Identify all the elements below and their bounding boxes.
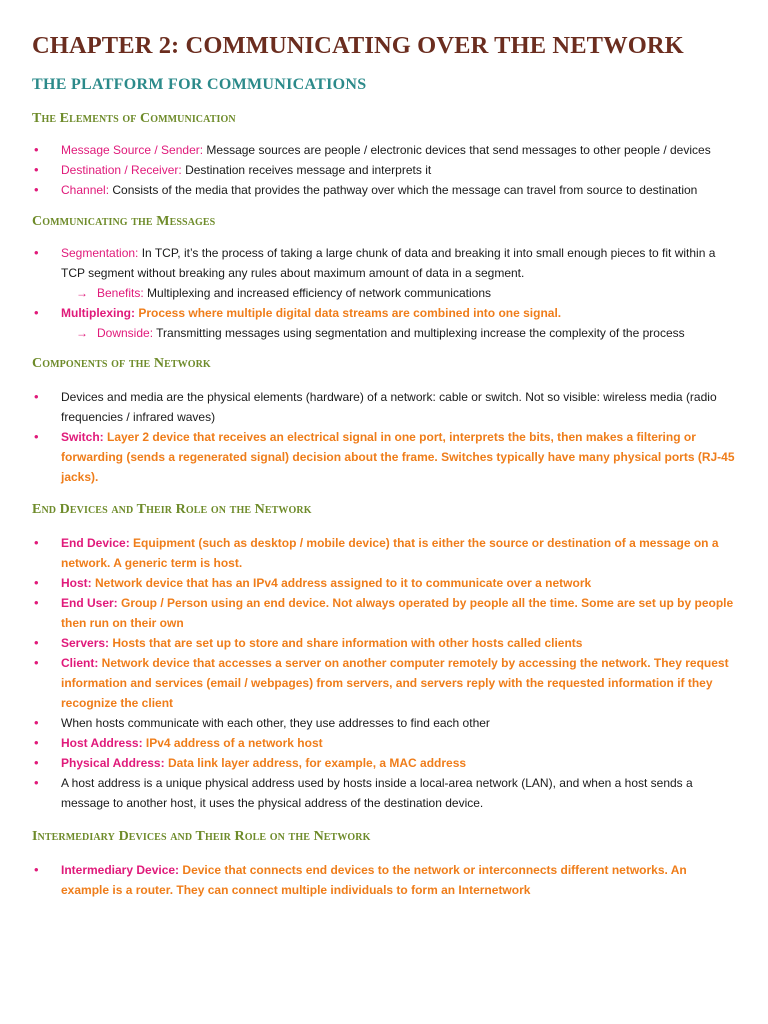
elements-list — [32, 140, 738, 200]
list-item — [32, 573, 738, 593]
term-label: Client: — [61, 656, 99, 670]
item-text: Data link layer address, for example, a MAC address — [164, 756, 467, 770]
components-list — [32, 387, 738, 487]
list-item — [32, 593, 738, 633]
term-label: Host: — [61, 576, 92, 590]
item-text: A host address is a unique physical address used by hosts inside a local-area network (LAN), and when a host sends a message to another host, it uses the physical address of the destination device. — [61, 776, 693, 810]
list-item — [32, 140, 738, 160]
item-text: Process where multiple digital data streams are combined into one signal. — [135, 306, 562, 320]
sub-item-downside — [32, 323, 738, 343]
term-label: End Device: — [61, 536, 130, 550]
list-item — [32, 427, 738, 487]
list-item — [32, 303, 738, 323]
arrow-right-icon: → — [76, 326, 88, 340]
messages-list-cont — [32, 303, 738, 323]
list-item — [32, 713, 738, 733]
term-label: Downside: — [97, 326, 154, 340]
term-label: Host Address: — [61, 736, 143, 750]
term-label: End User: — [61, 596, 118, 610]
sub-item-benefits — [32, 283, 738, 303]
item-text: Group / Person using an end device. Not always operated by people all the time. Some are set up by people then run on their own — [61, 596, 734, 630]
heading-intermediary-devices: Intermediary Devices and Their Role on the Network — [32, 829, 371, 844]
item-text: Network device that has an IPv4 address assigned to it to communicate over a network — [91, 576, 592, 590]
term-label: Intermediary Device: — [61, 863, 180, 877]
item-text: Message sources are people / electronic devices that send messages to other people / devices — [203, 143, 711, 157]
list-item — [32, 860, 738, 900]
item-text: Multiplexing and increased efficiency of network communications — [143, 286, 491, 300]
list-item — [32, 653, 738, 713]
list-item — [32, 180, 738, 200]
item-text: Consists of the media that provides the pathway over which the message can travel from source to destination — [109, 183, 698, 197]
list-item — [32, 753, 738, 773]
list-item — [32, 773, 738, 813]
term-label: Channel: — [61, 183, 110, 197]
term-label: Switch: — [61, 430, 104, 444]
item-text: Destination receives message and interprets it — [181, 163, 432, 177]
section-title: THE PLATFORM FOR COMMUNICATIONS — [32, 76, 367, 93]
item-text: Network device that accesses a server on another computer remotely by accessing the network. They request information and services (email / webpages) from servers, and servers reply with the requested information if they recognize the client — [61, 656, 729, 710]
heading-communicating-messages: Communicating the Messages — [32, 214, 216, 229]
list-item — [32, 387, 738, 427]
term-label: Multiplexing: — [61, 306, 135, 320]
term-label: Servers: — [61, 636, 110, 650]
chapter-title: CHAPTER 2: COMMUNICATING OVER THE NETWORK — [32, 32, 684, 59]
item-text: Devices and media are the physical elements (hardware) of a network: cable or switch. Not so visible: wireless media (radio frequencies / infrared waves) — [61, 390, 717, 424]
heading-end-devices: End Devices and Their Role on the Network — [32, 502, 312, 517]
item-text: Transmitting messages using segmentation and multiplexing increase the complexity of the process — [153, 326, 685, 340]
item-text: In TCP, it’s the process of taking a large chunk of data and breaking it into small enough pieces to fit within a TCP segment without breaking any rules about maximum amount of data in a segment. — [61, 246, 716, 280]
list-item — [32, 533, 738, 573]
item-text: Equipment (such as desktop / mobile device) that is either the source or destination of a message on a network. A generic term is host. — [61, 536, 719, 570]
item-text: Layer 2 device that receives an electrical signal in one port, interprets the bits, then makes a filtering or forwarding (sends a regenerated signal) decision about the frame. Switches typically have many physical ports (RJ-45 jacks). — [61, 430, 735, 484]
list-item — [32, 243, 738, 283]
arrow-right-icon: → — [76, 286, 88, 300]
term-label: Message Source / Sender: — [61, 143, 204, 157]
term-label: Destination / Receiver: — [61, 163, 182, 177]
list-item — [32, 160, 738, 180]
term-label: Physical Address: — [61, 756, 165, 770]
end-devices-list — [32, 533, 738, 813]
intermediary-list — [32, 860, 738, 900]
list-item — [32, 633, 738, 653]
list-item — [32, 733, 738, 753]
item-text: When hosts communicate with each other, they use addresses to find each other — [61, 716, 490, 730]
item-text: Hosts that are set up to store and share information with other hosts called clients — [109, 636, 583, 650]
term-label: Segmentation: — [61, 246, 139, 260]
heading-components-of-network: Components of the Network — [32, 356, 211, 371]
term-label: Benefits: — [97, 286, 144, 300]
item-text: Device that connects end devices to the network or interconnects different networks. An example is a router. They can connect multiple individuals to form an Internetwork — [61, 863, 687, 897]
messages-list — [32, 243, 738, 283]
heading-elements-of-communication: The Elements of Communication — [32, 111, 236, 126]
item-text: IPv4 address of a network host — [142, 736, 323, 750]
